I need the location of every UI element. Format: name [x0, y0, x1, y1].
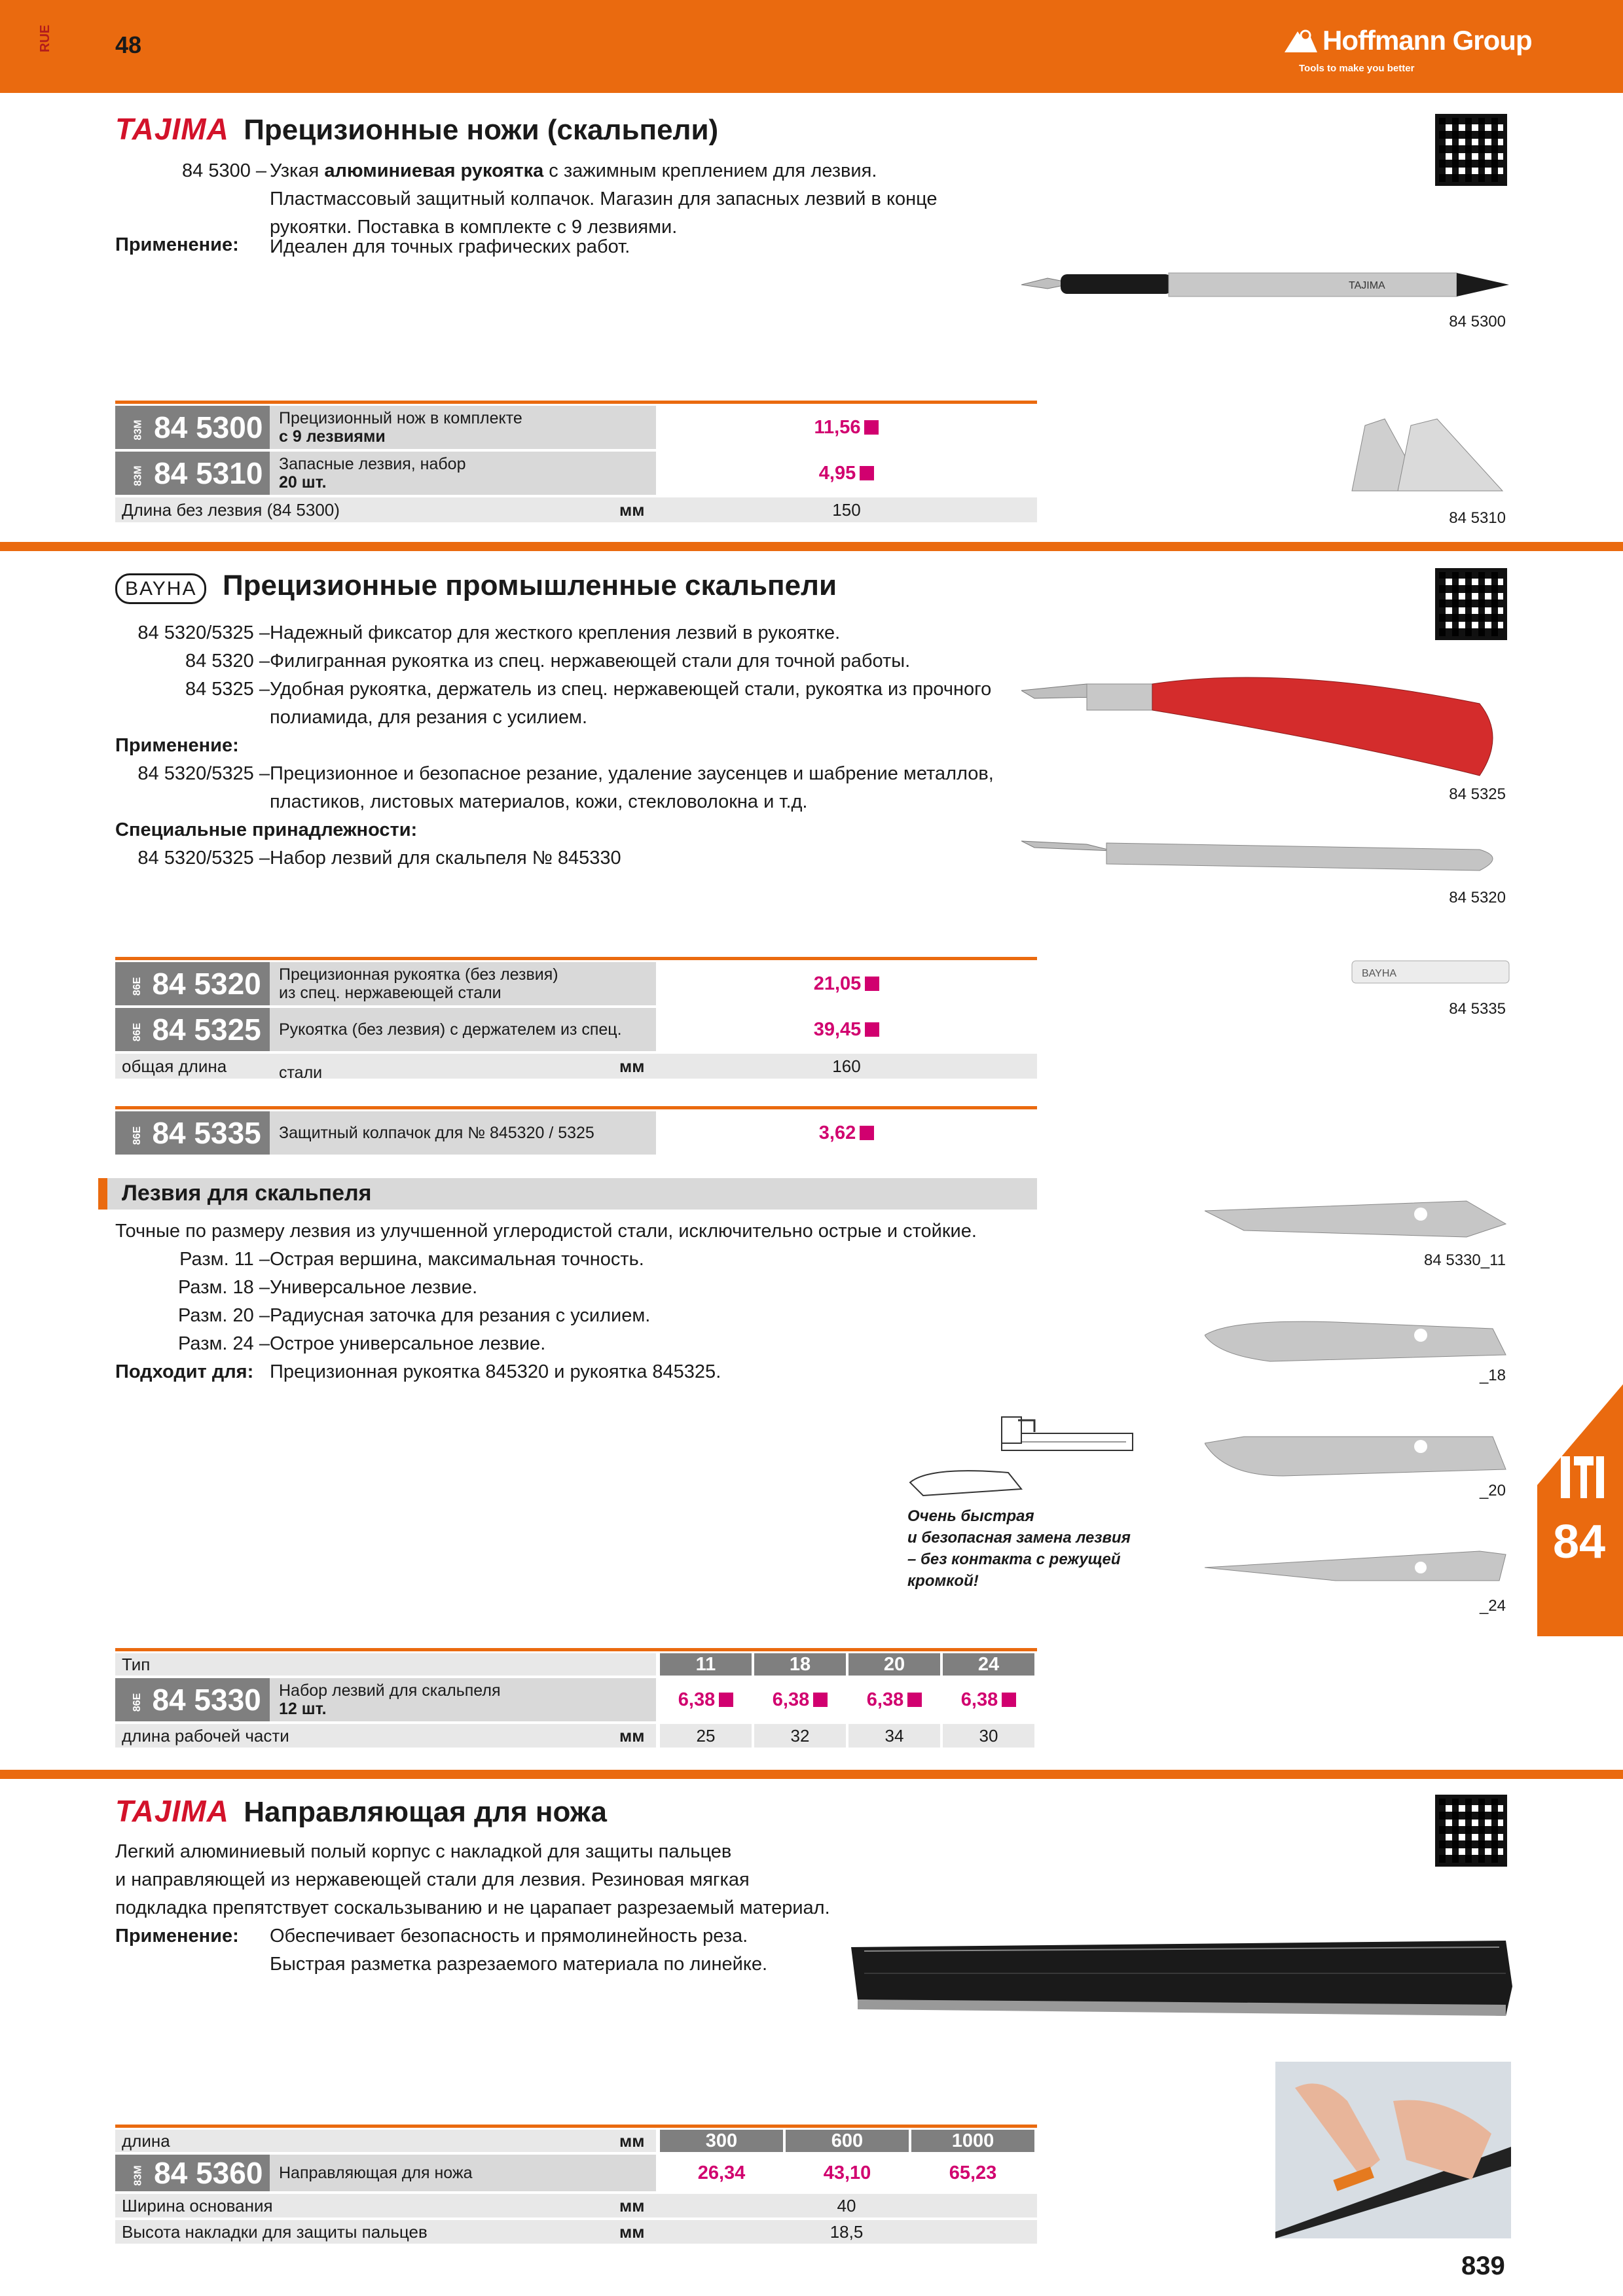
spec-label: Ширина основания [122, 2196, 273, 2215]
price [656, 962, 1037, 1005]
table-rule [115, 401, 1037, 404]
note-line: и безопасная замена лезвия [907, 1529, 1131, 1547]
article-number [115, 452, 270, 495]
image-caption: _24 [1479, 1597, 1506, 1615]
net-price-marker-icon [719, 1693, 733, 1707]
length-header: 1000 [911, 2130, 1034, 2152]
price [943, 1678, 1034, 1721]
table-rule [115, 957, 1037, 960]
spec-unit: мм [619, 500, 645, 520]
article-code: 84 5300 [154, 410, 263, 444]
desc-line: 12 шт. [279, 1700, 327, 1718]
image-caption: _20 [1479, 1482, 1506, 1499]
table-rule [115, 1106, 1037, 1109]
type-header: 20 [848, 1653, 940, 1676]
svg-text:BAYHA: BAYHA [1362, 968, 1397, 979]
code: Разм. 11 – [179, 1249, 270, 1270]
code: 84 5320/5325 – [137, 848, 270, 869]
section2-description [115, 619, 1032, 872]
application-label: Применение: [115, 735, 239, 756]
desc-line: 20 шт. [279, 473, 327, 492]
desc-line: из спец. нержавеющей стали [279, 984, 501, 1002]
length-header: 600 [786, 2130, 909, 2152]
image-caption: 84 5335 [1449, 1000, 1506, 1018]
desc-text: полиамида, для резания с усилием. [270, 707, 588, 728]
section4-description [115, 1838, 966, 1979]
spec-value: 18,5 [830, 2222, 864, 2242]
table-row [115, 1678, 1037, 1721]
net-price-marker-icon [1002, 1693, 1016, 1707]
desc-text: Обеспечивает безопасность и прямолинейность реза. [270, 1926, 748, 1946]
blade-18-image [1205, 1316, 1512, 1368]
net-price-marker-icon [907, 1693, 922, 1707]
language-code: RUE [38, 24, 52, 52]
price: 43,10 [823, 2162, 871, 2183]
desc-text: Пластмассовый защитный колпачок. Магазин для запасных лезвий в конце [270, 188, 938, 209]
net-price-marker-icon [860, 466, 874, 480]
spec-value: 30 [943, 1724, 1034, 1748]
net-price-marker-icon [860, 1126, 874, 1140]
article-number [115, 406, 270, 449]
length-header: 300 [660, 2130, 783, 2152]
product-table-3 [115, 1653, 1037, 1748]
length-unit: мм [619, 2130, 656, 2152]
price-value: 6,38 [960, 1689, 998, 1710]
price-value: 11,56 [814, 417, 861, 438]
fits-text: Прецизионная рукоятка 845320 и рукоятка 845325. [270, 1361, 721, 1382]
desc-line: с 9 лезвиями [279, 427, 386, 446]
product-table-1 [115, 406, 1037, 522]
section1-heading [115, 111, 718, 147]
table-rule [115, 1648, 1037, 1651]
desc-bold: алюминиевая рукоятка [324, 160, 544, 181]
ruler-in-use-photo [1275, 2062, 1511, 2238]
spec-label: Длина без лезвия (84 5300) [122, 500, 340, 520]
price [656, 1008, 1037, 1051]
article-code: 84 5360 [154, 2156, 263, 2190]
spec-label: общая длина [122, 1056, 227, 1076]
spec-row [115, 1054, 1037, 1079]
desc-text: Быстрая разметка разрезаемого материала по линейке. [270, 1954, 768, 1975]
spec-label: длина рабочей части [115, 1724, 619, 1748]
image-caption: 84 5310 [1449, 509, 1506, 527]
type-header: 11 [660, 1653, 752, 1676]
desc-text: Острое универсальное лезвие. [270, 1333, 546, 1354]
price-value: 6,38 [866, 1689, 904, 1710]
section4-heading [115, 1793, 607, 1829]
application-label: Применение: [115, 234, 239, 255]
qr-code-icon [1435, 568, 1507, 640]
article-tag: 83M [132, 2165, 144, 2186]
spec-unit: мм [619, 2196, 645, 2215]
subsection-title: Лезвия для скальпеля [122, 1181, 372, 1206]
type-header: 24 [943, 1653, 1034, 1676]
intro-text: Точные по размеру лезвия из улучшенной углеродистой стали, исключительно острые и стойкие. [115, 1221, 977, 1242]
chapter-number: 84 [1553, 1516, 1606, 1568]
type-label: Тип [115, 1653, 656, 1676]
article-tag: 86E [132, 1693, 143, 1712]
spec-row [115, 497, 1037, 522]
article-tag: 83M [132, 420, 144, 440]
price [848, 1678, 940, 1721]
spare-blades-image [1345, 412, 1509, 497]
article-desc: Защитный колпачок для № 845320 / 5325 [270, 1111, 656, 1155]
note-line: Очень быстрая [907, 1507, 1034, 1525]
article-tag: 86E [132, 977, 143, 996]
table-row [115, 406, 1037, 449]
article-number [115, 2155, 270, 2191]
desc-text: Филигранная рукоятка из спец. нержавеющей стали для точной работы. [270, 651, 911, 672]
tajima-logo: TAJIMA [115, 112, 229, 146]
note-line: кромкой! [907, 1572, 979, 1590]
price-value: 6,38 [772, 1689, 810, 1710]
desc-text: Узкая [270, 160, 325, 181]
brand-name: Hoffmann Group [1322, 25, 1532, 56]
table-row [115, 1111, 1037, 1155]
qr-code-icon [1435, 114, 1507, 186]
knife-845300-image [1021, 259, 1512, 304]
desc-text: Прецизионное и безопасное резание, удаление заусенцев и шабрение металлов, [270, 763, 994, 784]
price-value: 4,95 [818, 463, 856, 484]
blade-11-image [1205, 1198, 1512, 1244]
desc-line: Набор лезвий для скальпеля [279, 1681, 501, 1700]
chapter-tools-icon [1557, 1450, 1609, 1502]
article-desc [270, 1678, 656, 1721]
net-price-marker-icon [864, 420, 879, 435]
price [754, 1678, 846, 1721]
protective-cap-image [1349, 956, 1512, 988]
image-caption: 84 5330_11 [1423, 1251, 1506, 1269]
article-desc: Направляющая для ножа [270, 2155, 656, 2191]
article-code: 84 5325 [152, 1013, 261, 1047]
blade-24-image [1205, 1548, 1512, 1587]
type-header: 18 [754, 1653, 846, 1676]
spec-value: 25 [660, 1724, 752, 1748]
desc-text: Радиусная заточка для резания с усилием. [270, 1305, 651, 1326]
length-label: длина [115, 2130, 619, 2152]
price: 26,34 [697, 2162, 746, 2183]
image-caption: 84 5300 [1449, 313, 1506, 331]
code: 84 5320/5325 – [137, 622, 270, 643]
desc-text: подкладка препятствует соскальзыванию и не царапает разрезаемый материал. [115, 1897, 830, 1918]
article-desc [270, 452, 656, 495]
net-price-marker-icon [813, 1693, 828, 1707]
desc-text: с зажимным креплением для лезвия. [543, 160, 877, 181]
desc-text: рукоятки. Поставка в комплекте с 9 лезвиями. [270, 217, 678, 238]
price-value: 6,38 [678, 1689, 716, 1710]
qr-code-icon [1435, 1795, 1507, 1867]
article-number [115, 1111, 270, 1155]
net-price-marker-icon [865, 1022, 879, 1037]
price [656, 1111, 1037, 1155]
spec-unit: мм [619, 1724, 656, 1748]
desc-line: Запасные лезвия, набор [279, 455, 466, 473]
desc-text: Надежный фиксатор для жесткого крепления лезвий в рукоятке. [270, 622, 841, 643]
desc-line: Рукоятка (без лезвия) с держателем из спец. стали [279, 1020, 622, 1082]
article-number [115, 1678, 270, 1721]
subsection-bar [98, 1178, 1037, 1210]
spec-row [115, 2220, 1037, 2244]
image-caption: 84 5325 [1449, 785, 1506, 803]
price [656, 406, 1037, 449]
desc-line: Прецизионный нож в комплекте [279, 409, 522, 427]
spec-label: Высота накладки для защиты пальцев [122, 2222, 428, 2242]
section1-code: 84 5300 – [182, 160, 267, 181]
price: 65,23 [949, 2162, 997, 2183]
chapter-tab[interactable] [1537, 1384, 1623, 1636]
article-desc [270, 406, 656, 449]
subsection-accent [98, 1178, 107, 1210]
table-rule [115, 2125, 1037, 2128]
spec-row [115, 1724, 1037, 1748]
desc-text: пластиков, листовых материалов, кожи, стекловолокна и т.д. [270, 791, 808, 812]
article-code: 84 5320 [152, 967, 261, 1001]
section3-description [115, 1217, 1065, 1386]
table-header-row [115, 2130, 1037, 2152]
section-separator [0, 542, 1623, 551]
article-tag: 86E [132, 1126, 143, 1145]
article-code: 84 5335 [152, 1116, 261, 1150]
section2-heading [115, 569, 837, 602]
article-code: 84 5330 [152, 1683, 261, 1717]
table-row [115, 2155, 1037, 2191]
brand-slogan: Tools to make you better [1299, 63, 1415, 74]
desc-text: Универсальное лезвие. [270, 1277, 478, 1298]
application-text: Идеален для точных графических работ. [270, 236, 630, 257]
section-separator [0, 1770, 1623, 1779]
price-value: 3,62 [818, 1122, 856, 1143]
bayha-logo: BAYHA [115, 573, 206, 604]
code: Разм. 24 – [178, 1333, 270, 1354]
spec-unit: мм [619, 1056, 645, 1076]
spec-value: 150 [832, 500, 861, 520]
desc-line: Прецизионная рукоятка (без лезвия) [279, 965, 558, 984]
page-number-top: 48 [115, 31, 142, 58]
article-tag: 83M [132, 465, 144, 486]
desc-text: и направляющей из нержавеющей стали для лезвия. Резиновая мягкая [115, 1869, 750, 1890]
section4-title: Направляющая для ножа [244, 1796, 607, 1828]
article-number [115, 962, 270, 1005]
desc-text: Набор лезвий для скальпеля № 845330 [270, 848, 621, 869]
price-value: 21,05 [813, 973, 862, 994]
spec-value: 40 [837, 2196, 856, 2215]
article-desc [270, 962, 656, 1005]
product-table-4 [115, 2130, 1037, 2244]
table-header-row [115, 1653, 1037, 1676]
desc-text: Удобная рукоятка, держатель из спец. нержавеющей стали, рукоятка из прочного [270, 679, 992, 700]
image-caption: 84 5320 [1449, 889, 1506, 906]
blade-20-image [1205, 1430, 1512, 1482]
section2-title: Прецизионные промышленные скальпели [222, 569, 837, 601]
table-row [115, 962, 1037, 1005]
code: Разм. 20 – [178, 1305, 270, 1326]
scalpel-845320-image [1021, 831, 1512, 884]
hoffmann-logo-icon [1283, 26, 1319, 55]
section1-description [270, 157, 1023, 242]
application-label: Применение: [115, 1926, 239, 1946]
scalpel-845325-image [1021, 664, 1512, 782]
table-row [115, 452, 1037, 495]
code: Разм. 18 – [178, 1277, 270, 1298]
accessories-label: Специальные принадлежности: [115, 819, 418, 840]
page-number-bottom: 839 [1461, 2251, 1505, 2280]
desc-text: Острая вершина, максимальная точность. [270, 1249, 644, 1270]
spec-value: 160 [832, 1056, 861, 1076]
spec-value: 34 [848, 1724, 940, 1748]
blade-change-note [907, 1505, 1131, 1592]
image-caption: _18 [1479, 1367, 1506, 1384]
spec-unit: мм [619, 2222, 645, 2242]
article-code: 84 5310 [154, 456, 263, 490]
fits-label: Подходит для: [115, 1361, 254, 1382]
article-tag: 86E [132, 1022, 143, 1042]
code: 84 5320/5325 – [137, 763, 270, 784]
product-table-2 [115, 962, 1037, 1082]
brand-logo [1283, 25, 1532, 56]
cutting-guide-ruler-image [851, 1928, 1512, 2019]
net-price-marker-icon [865, 977, 879, 991]
spec-value: 32 [754, 1724, 846, 1748]
code: 84 5320 – [185, 651, 270, 672]
article-number [115, 1008, 270, 1051]
price [656, 452, 1037, 495]
spec-row [115, 2194, 1037, 2217]
svg-text:TAJIMA: TAJIMA [1349, 280, 1385, 291]
price-value: 39,45 [813, 1019, 862, 1040]
tajima-logo: TAJIMA [115, 1794, 229, 1828]
price [660, 1678, 752, 1721]
blade-change-diagram [903, 1414, 1139, 1512]
code: 84 5325 – [185, 679, 270, 700]
note-line: – без контакта с режущей [907, 1551, 1121, 1568]
desc-text: Легкий алюминиевый полый корпус с накладкой для защиты пальцев [115, 1841, 732, 1862]
section1-title: Прецизионные ножи (скальпели) [244, 114, 719, 146]
